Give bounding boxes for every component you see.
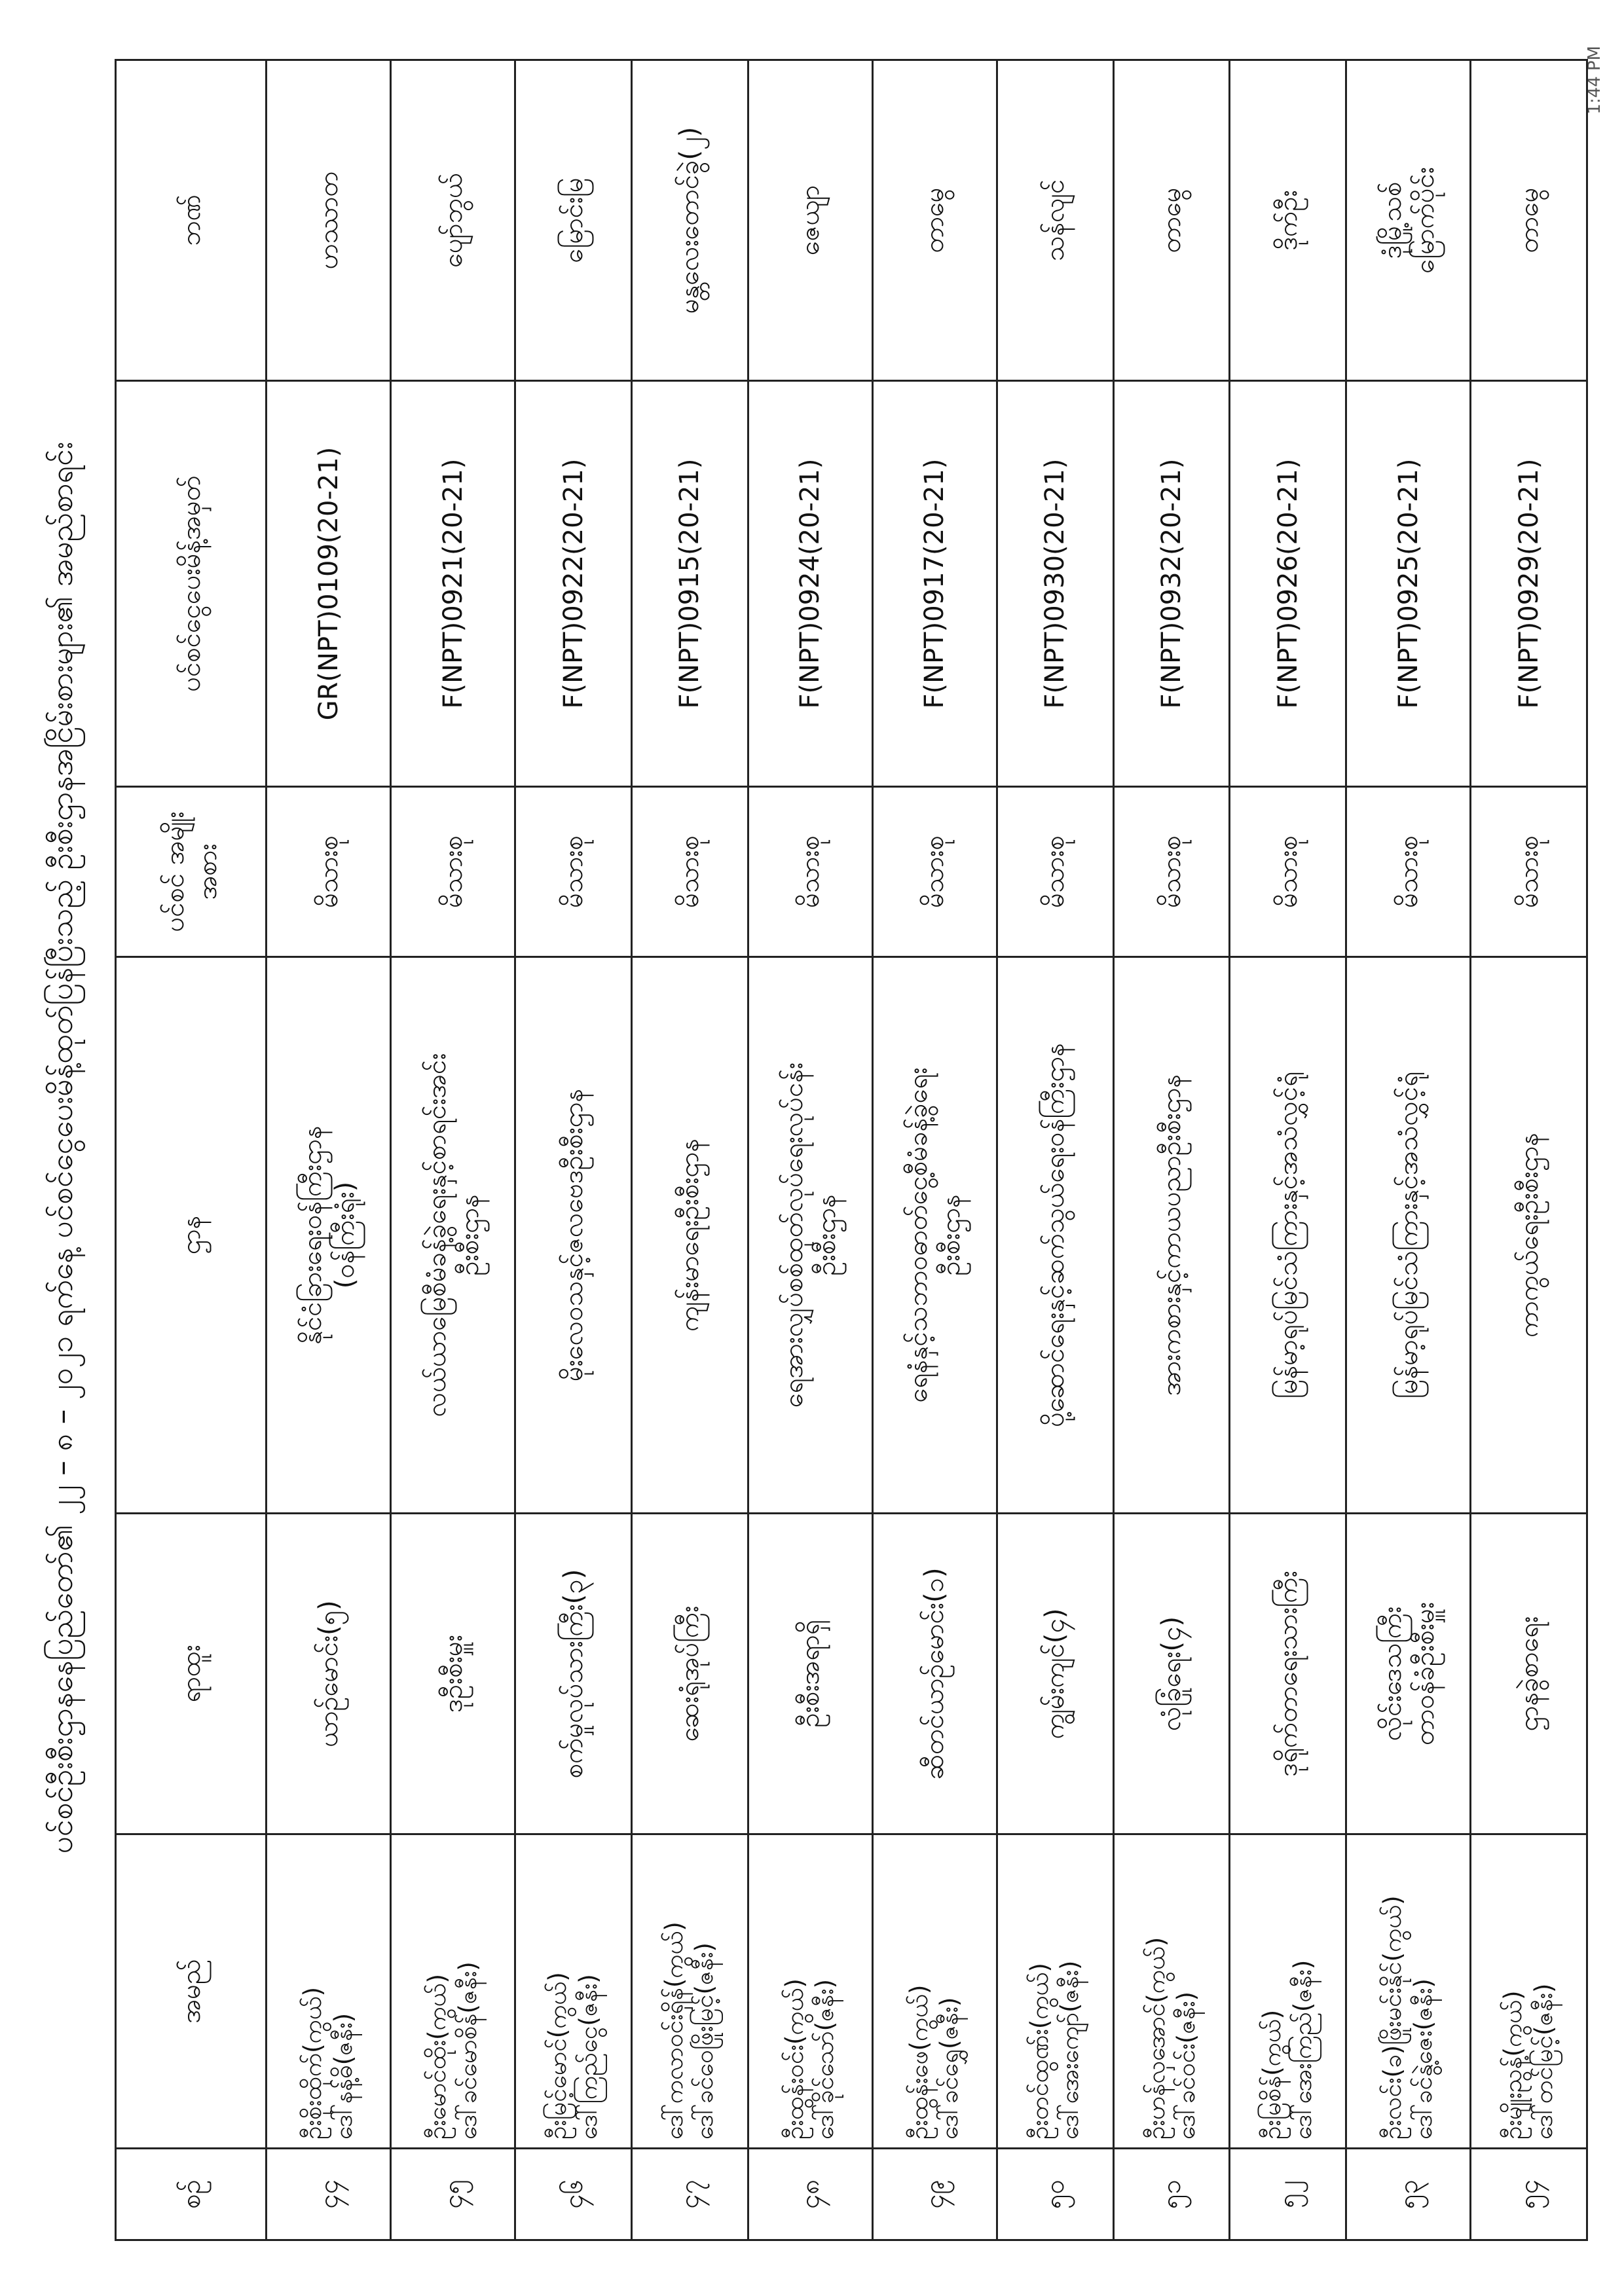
rank-line: ဆီတင်ယာဉ်မောင်း(၁) bbox=[919, 1567, 950, 1780]
table-row bbox=[1471, 60, 1587, 2240]
bank-cell bbox=[1346, 60, 1471, 381]
bank-line: မန္တလေးတောင်ခွဲ(၂) bbox=[674, 126, 705, 314]
department-cell bbox=[1346, 957, 1471, 1514]
rank-cell bbox=[1471, 1514, 1587, 1834]
bank-line: မြောက်ပိုင်း bbox=[1409, 167, 1440, 274]
name-line: ဦးဟန်လှအောင်(ကွယ်) bbox=[1141, 1937, 1170, 2140]
department-line: မြန်မာ့ရုပ်မြင်သံကြားနှင့်အသံလွှင့်ရုံ bbox=[1272, 1071, 1303, 1399]
rank-line: တာဝန်ခံဦးစီးမှူး bbox=[1409, 1601, 1440, 1746]
name-line: ဒေါ်ကြည်ငွေ(ဇနီး) bbox=[574, 1974, 602, 2140]
rank-line: ဦးစီးအရာရှိ bbox=[795, 1620, 826, 1728]
name-line: ဒေါ်ခင်ဝင်း(ဇနီး) bbox=[1172, 1991, 1201, 2140]
header-name: အမည် bbox=[116, 1834, 267, 2149]
serial-cell: ၄၈ bbox=[748, 2149, 872, 2240]
rank-line: ဌာနခွဲစာရေး bbox=[1513, 1616, 1544, 1732]
bank-cell bbox=[391, 60, 515, 381]
table-row bbox=[631, 60, 748, 2240]
name-line: ဒေါ်အေးကျော်(ဇနီး) bbox=[1056, 1960, 1084, 2140]
department-cell bbox=[631, 957, 748, 1514]
department-line: (ဝန်ကြီးရုံး) bbox=[329, 1181, 360, 1289]
department-cell bbox=[391, 957, 515, 1514]
order-number-cell: F(NPT)0921(20-21) bbox=[391, 381, 515, 787]
serial-cell: ၄၆ bbox=[515, 2149, 632, 2240]
name-line: ဦးထွန်းဖေ(ကွယ်) bbox=[905, 1984, 934, 2140]
table-header-row bbox=[116, 60, 267, 2240]
name-line: ဦးထွန်းဝင်း(ကွယ်) bbox=[781, 1978, 809, 2140]
bank-cell bbox=[1230, 60, 1346, 381]
header-bank: ဘဏ် bbox=[116, 60, 267, 381]
order-number-cell: F(NPT)0922(20-21) bbox=[515, 381, 632, 787]
bank-line: ဒိုက်ဦး bbox=[1272, 190, 1303, 251]
order-number-cell: F(NPT)0930(20-21) bbox=[997, 381, 1113, 787]
serial-cell: ၄၇ bbox=[631, 2149, 748, 2240]
serial-cell: ၄၅ bbox=[391, 2149, 515, 2240]
table-row bbox=[997, 60, 1113, 2240]
header-rank: ရာထူး bbox=[116, 1514, 267, 1834]
bank-cell bbox=[997, 60, 1113, 381]
rank-cell bbox=[1230, 1514, 1346, 1834]
name-cell bbox=[1230, 1834, 1346, 2149]
name-line: ဦးမြင့်မောင်(ကွယ်) bbox=[544, 1972, 572, 2140]
department-line: လယ်ယာမြေစီမံခန့်ခွဲရေးနှင့်စာရင်းအင်း bbox=[421, 1053, 452, 1417]
order-number-cell: F(NPT)0925(20-21) bbox=[1346, 381, 1471, 787]
table-row bbox=[748, 60, 872, 2240]
order-number-cell: F(NPT)0924(20-21) bbox=[748, 381, 872, 787]
rank-cell bbox=[1113, 1514, 1230, 1834]
department-line: မိုးလေဝသနှင့်ဇလဗေဒဦးစီးဌာန bbox=[558, 1088, 589, 1382]
rank-cell bbox=[391, 1514, 515, 1834]
department-cell bbox=[997, 957, 1113, 1514]
name-line: ဒေါ်ခင်မောစိန်(ဇနီး) bbox=[453, 1961, 482, 2140]
serial-cell: ၅၁ bbox=[1113, 2149, 1230, 2240]
order-number-cell: F(NPT)0917(20-21) bbox=[872, 381, 997, 787]
department-line: ဦးစီးဌာန bbox=[936, 1194, 967, 1276]
department-cell bbox=[748, 957, 872, 1514]
name-line: ဒေါ်ခင်ရွှေ(ဇနီး) bbox=[935, 1997, 964, 2140]
table-row bbox=[515, 60, 632, 2240]
table-row bbox=[872, 60, 997, 2240]
rank-cell bbox=[872, 1514, 997, 1834]
name-cell bbox=[872, 1834, 997, 2149]
pension-type-cell: မိသားစု bbox=[631, 787, 748, 957]
pension-type-cell: မိသားစု bbox=[267, 787, 391, 957]
department-line: ရေအားလျှပ်စစ်ထုတ်လုပ်ရေးလုပ်ငန်း bbox=[779, 1062, 809, 1408]
name-line: ဒေါ်ကလာဝင်းရှိန်(ကွယ်) bbox=[660, 1922, 689, 2140]
department-cell bbox=[1471, 957, 1587, 1514]
pension-type-cell: မိသားစု bbox=[748, 787, 872, 957]
table-body bbox=[267, 60, 1587, 2240]
bank-line: ဒုံမြို့သစ် bbox=[1376, 181, 1407, 259]
bank-line: မြောင်းမြ bbox=[558, 177, 589, 263]
rank-line: စက်မှုလုပ်သားကြီး(၃) bbox=[558, 1569, 589, 1779]
timestamp: 1:44 PM bbox=[1585, 46, 1604, 115]
pension-type-cell: မိသားစု bbox=[997, 787, 1113, 957]
name-line: ဦးမြစိန်(ကွယ်) bbox=[1258, 2009, 1287, 2140]
name-line: ဦးလင်း(ခ)ဖြိုးမင်းနိုင်(ကွယ်) bbox=[1378, 1895, 1407, 2140]
bank-line: ပျော်ဘွယ် bbox=[437, 173, 468, 268]
name-line: ဒေါ်ခင်ဝေဖြိုးမြင့်(ဇနီး) bbox=[690, 1942, 719, 2140]
name-cell bbox=[631, 1834, 748, 2149]
document-title: ပင်စင်ဦးစီးဌာနနေပြည်တော်၏ ၂၂ – ၈ – ၂၀၂၁ ရက်နေ့ ပင်စင်ငွေပေးမိန့်ထုတ်ပြန်ပြီးသည့် ဦးစီးဌာနအငြိမ်းစားများ၏ အမည်စာရင်း bbox=[44, 441, 80, 1854]
rank-cell bbox=[515, 1514, 632, 1834]
serial-cell: ၅၃ bbox=[1346, 2149, 1471, 2240]
header-order-number: ပင်စင်ငွေပေးမိန့်အမှတ် bbox=[116, 381, 267, 787]
department-cell bbox=[1113, 957, 1230, 1514]
table-row bbox=[1346, 60, 1471, 2240]
bank-cell bbox=[267, 60, 391, 381]
name-cell bbox=[1471, 1834, 1587, 2149]
name-cell bbox=[391, 1834, 515, 2149]
order-number-cell: F(NPT)0915(20-21) bbox=[631, 381, 748, 787]
bank-cell bbox=[515, 60, 632, 381]
order-number-cell: F(NPT)0929(20-21) bbox=[1471, 381, 1587, 787]
department-line: နိုင်ငံခြားရေးဝန်ကြီးဌာန bbox=[297, 1125, 327, 1345]
bank-line: ဟဿာတ bbox=[313, 171, 344, 270]
header-serial: စဉ် bbox=[116, 2149, 267, 2240]
header-pension-type: ပင်စင် အမျိုးအစား bbox=[116, 787, 267, 957]
name-line: ဒေါ်ခိုင်သော်(ဇနီး) bbox=[811, 1978, 840, 2140]
bank-line: တာမွေ bbox=[1513, 187, 1544, 253]
name-line: ဒေါ်တင်မြင့်(ဇနီး) bbox=[1529, 1983, 1558, 2140]
name-line: ဦးတင်ထွဏ်း(ကွယ်) bbox=[1025, 1963, 1054, 2140]
serial-cell: ၅၀ bbox=[997, 2149, 1113, 2240]
department-cell bbox=[267, 957, 391, 1514]
table-row bbox=[391, 60, 515, 2240]
serial-cell: ၄၉ bbox=[872, 2149, 997, 2240]
table-row bbox=[1113, 60, 1230, 2240]
rank-cell bbox=[997, 1514, 1113, 1834]
bank-line: တာမွေ bbox=[1156, 187, 1187, 253]
department-cell bbox=[872, 957, 997, 1514]
rank-cell bbox=[267, 1514, 391, 1834]
table-row bbox=[1230, 60, 1346, 2240]
rank-line: လုံခြုံရေး(၄) bbox=[1156, 1616, 1187, 1732]
name-line: ဒေါ်ခင်နွဲ့ဇေး(ဇနီး) bbox=[1409, 1978, 1437, 2140]
department-line: ပို့ဆောင်ရေးနှင့်ဆက်သွယ်ရေးဝန်ကြီးဌာန bbox=[1040, 1043, 1071, 1427]
department-line: ဦးစီးဌာန bbox=[454, 1194, 485, 1276]
order-number-cell: GR(NPT)0109(20-21) bbox=[267, 381, 391, 787]
rank-cell bbox=[1346, 1514, 1471, 1834]
bank-cell bbox=[872, 60, 997, 381]
name-cell bbox=[515, 1834, 632, 2149]
serial-cell: ၅၄ bbox=[1471, 2149, 1587, 2240]
rank-line: ဒုဦးစီးမှူး bbox=[437, 1635, 468, 1713]
name-line: ဦးမျိုးညွန့်(ကွယ်) bbox=[1499, 1990, 1528, 2140]
rank-line: ဆေးရုံအုပ်ကြီး bbox=[674, 1605, 705, 1742]
department-line: ရေနံနှင့်သဘာဝဓာတ်ငွေ့စီမံခန့်ခွဲရေး bbox=[903, 1067, 934, 1403]
department-cell bbox=[515, 957, 632, 1514]
order-number-cell: F(NPT)0932(20-21) bbox=[1113, 381, 1230, 787]
name-cell bbox=[997, 1834, 1113, 2149]
serial-cell: ၅၂ bbox=[1230, 2149, 1346, 2240]
name-line: ဦးစိုးထိုက်(ကွယ်) bbox=[299, 1986, 327, 2140]
name-cell bbox=[1113, 1834, 1230, 2149]
department-line: ဦးစီးဌာန bbox=[811, 1194, 842, 1276]
rank-line: ယာဉ်မောင်း(၅) bbox=[313, 1600, 344, 1747]
name-line: ဦးမောင်ထိုး(ကွယ်) bbox=[423, 1973, 452, 2140]
name-line: ဒေါ်အေးကြည်(ဇနီး) bbox=[1288, 1959, 1317, 2140]
department-line: ကာကွယ်ရေးဦးစီးဌာန bbox=[1513, 1133, 1544, 1338]
pension-type-cell: မိသားစု bbox=[1471, 787, 1587, 957]
bank-line: တာမွေ bbox=[919, 187, 950, 253]
order-number-cell: F(NPT)0926(20-21) bbox=[1230, 381, 1346, 787]
name-cell bbox=[267, 1834, 391, 2149]
rank-line: လိုင်းဒေသကြီး bbox=[1376, 1606, 1407, 1741]
bank-line: သန်လျင် bbox=[1040, 179, 1071, 262]
serial-cell: ၄၄ bbox=[267, 2149, 391, 2240]
bank-cell bbox=[748, 60, 872, 381]
pension-register-table bbox=[115, 59, 1588, 2241]
pension-type-cell: မိသားစု bbox=[1113, 787, 1230, 957]
rotated-document bbox=[16, 9, 1608, 2287]
department-line: အားကစားနှင့်ကာယပညာဦးစီးဌာန bbox=[1156, 1074, 1187, 1396]
bank-cell bbox=[1471, 60, 1587, 381]
bank-line: ဇေယျာ bbox=[795, 185, 826, 256]
pension-type-cell: မိသားစု bbox=[391, 787, 515, 957]
rank-line: ကျွမ်းကျင်(၄) bbox=[1040, 1608, 1071, 1740]
department-cell bbox=[1230, 957, 1346, 1514]
name-cell bbox=[1346, 1834, 1471, 2149]
name-line: ဒေါ်နန့်ဓိ(ဇနီး) bbox=[329, 2013, 358, 2140]
pension-type-cell: မိသားစု bbox=[872, 787, 997, 957]
rank-line: ဒုရိုက်တာရေးသားကြီး bbox=[1272, 1571, 1303, 1777]
rank-cell bbox=[631, 1514, 748, 1834]
department-line: မြန်မာ့ရုပ်မြင်သံကြားနှင့်အသံလွှင့်ရုံ bbox=[1393, 1071, 1424, 1399]
name-cell bbox=[748, 1834, 872, 2149]
table-row bbox=[267, 60, 391, 2240]
pension-type-cell: မိသားစု bbox=[1346, 787, 1471, 957]
pension-type-cell: မိသားစု bbox=[515, 787, 632, 957]
pension-type-cell: မိသားစု bbox=[1230, 787, 1346, 957]
header-department: ဌာန bbox=[116, 957, 267, 1514]
rank-cell bbox=[748, 1514, 872, 1834]
bank-cell bbox=[1113, 60, 1230, 381]
bank-cell bbox=[631, 60, 748, 381]
department-line: ကျန်းမာရေးဦးစီးဌာန bbox=[674, 1139, 705, 1332]
